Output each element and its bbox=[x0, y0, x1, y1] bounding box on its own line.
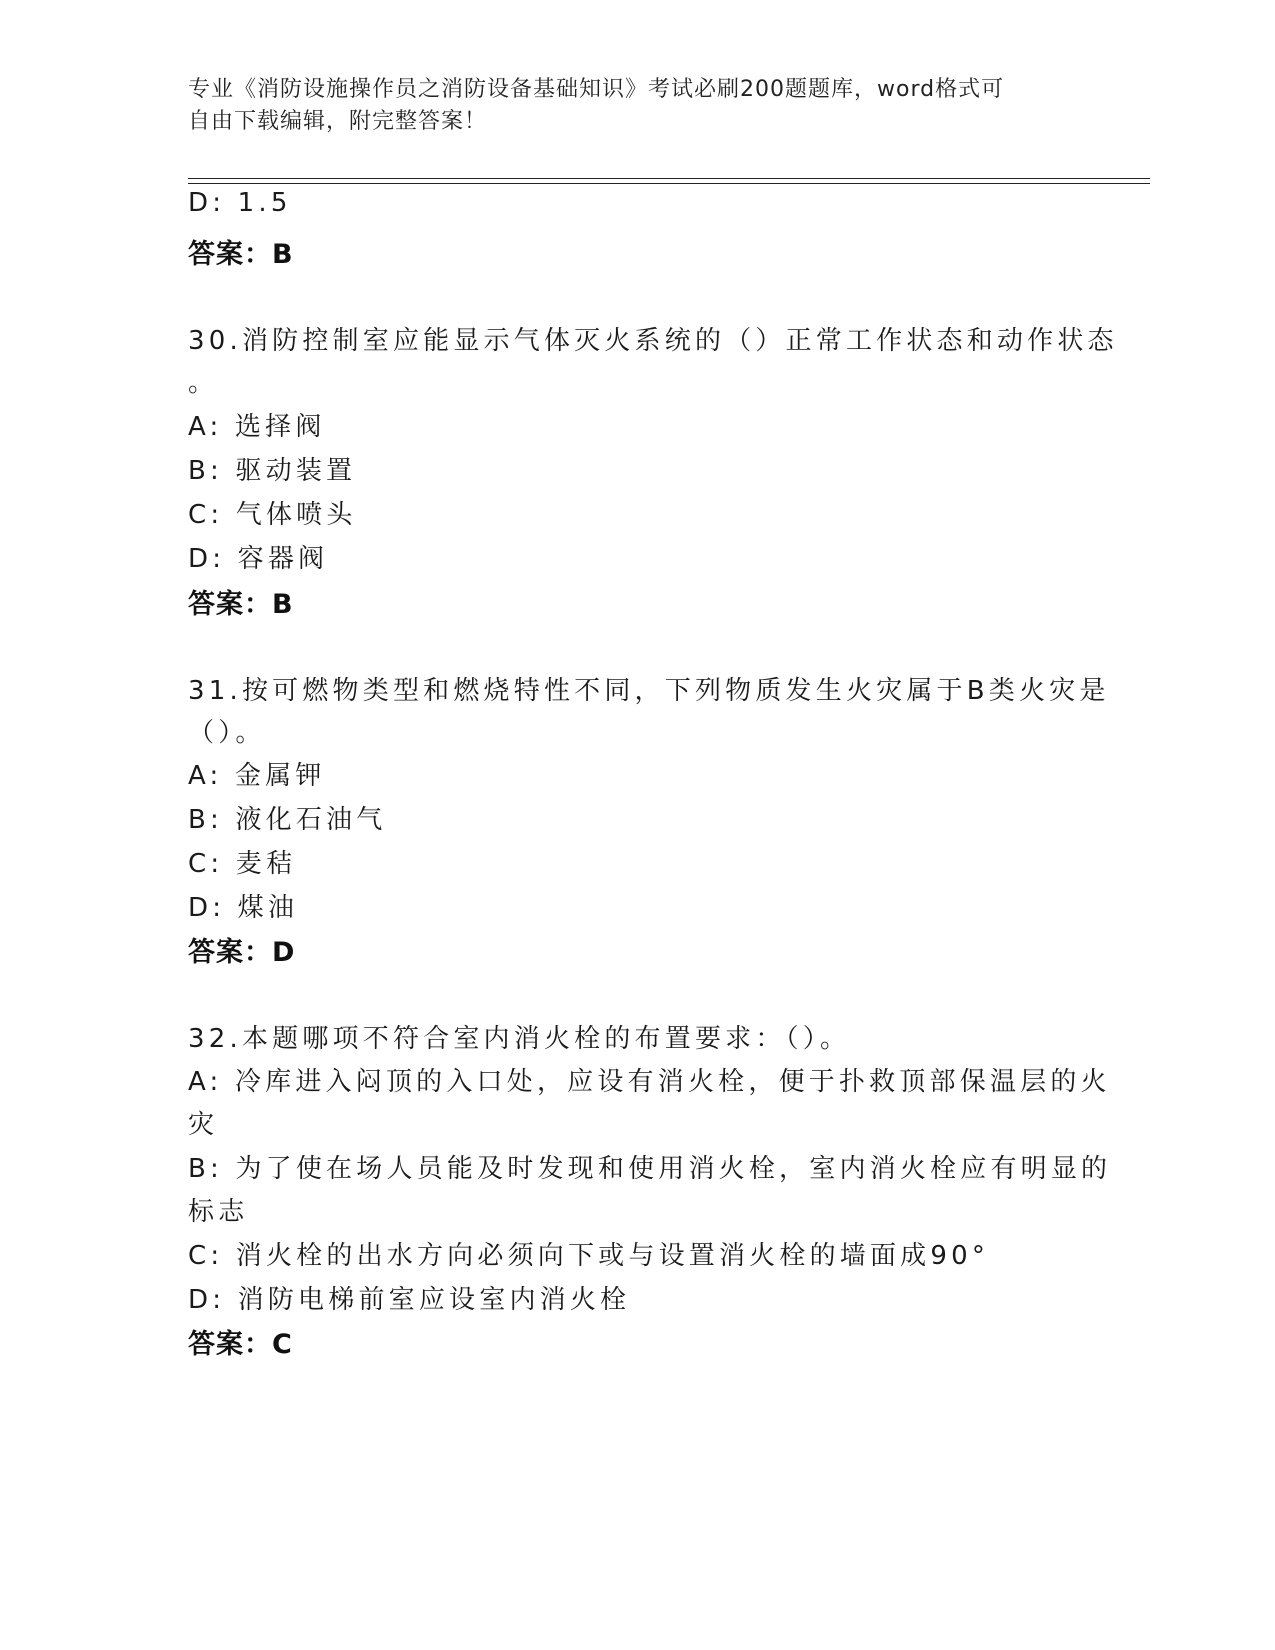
header-rule-top bbox=[188, 178, 1150, 179]
prev-answer: 答案：B bbox=[188, 239, 294, 270]
q30-stem-line-2: 。 bbox=[188, 368, 219, 398]
q30-option-a: A: 选择阀 bbox=[188, 412, 326, 442]
q32-option-c: C: 消火栓的出水方向必须向下或与设置消火栓的墙面成90° bbox=[188, 1241, 990, 1271]
q31-option-a: A: 金属钾 bbox=[188, 761, 326, 791]
q30-stem-line-1: 30.消防控制室应能显示气体灭火系统的（）正常工作状态和动作状态 bbox=[188, 326, 1118, 356]
header-rule-bottom bbox=[188, 183, 1150, 184]
q30-option-c: C: 气体喷头 bbox=[188, 500, 357, 530]
q31-stem-line-1: 31.按可燃物类型和燃烧特性不同，下列物质发生火灾属于B类火灾是 bbox=[188, 676, 1110, 706]
q31-option-c: C: 麦秸 bbox=[188, 849, 297, 879]
q31-answer: 答案：D bbox=[188, 937, 296, 968]
q30-answer: 答案：B bbox=[188, 589, 294, 620]
page-header bbox=[188, 74, 1078, 138]
q31-option-b: B: 液化石油气 bbox=[188, 805, 387, 835]
q32-stem-line-1: 32.本题哪项不符合室内消火栓的布置要求：（）。 bbox=[188, 1024, 851, 1054]
header-line-2: 自由下载编辑，附完整答案！ bbox=[188, 109, 488, 134]
q32-option-b-line-2: 标志 bbox=[188, 1197, 249, 1227]
q31-option-d: D: 煤油 bbox=[188, 893, 299, 923]
q32-option-d: D: 消防电梯前室应设室内消火栓 bbox=[188, 1285, 631, 1315]
prev-option-d: D: 1.5 bbox=[188, 188, 292, 218]
header-line-1: 专业《消防设施操作员之消防设备基础知识》考试必刷200题题库，word格式可 bbox=[188, 77, 1005, 102]
q32-option-b-line-1: B: 为了使在场人员能及时发现和使用消火栓，室内消火栓应有明显的 bbox=[188, 1154, 1112, 1184]
q32-option-a-line-2: 灾 bbox=[188, 1110, 219, 1140]
q32-answer: 答案：C bbox=[188, 1329, 293, 1360]
q32-option-a-line-1: A: 冷库进入闷顶的入口处，应设有消火栓，便于扑救顶部保温层的火 bbox=[188, 1067, 1111, 1097]
q30-option-d: D: 容器阀 bbox=[188, 544, 329, 574]
q31-stem-line-2: （）。 bbox=[188, 718, 266, 748]
q30-option-b: B: 驱动装置 bbox=[188, 456, 357, 486]
